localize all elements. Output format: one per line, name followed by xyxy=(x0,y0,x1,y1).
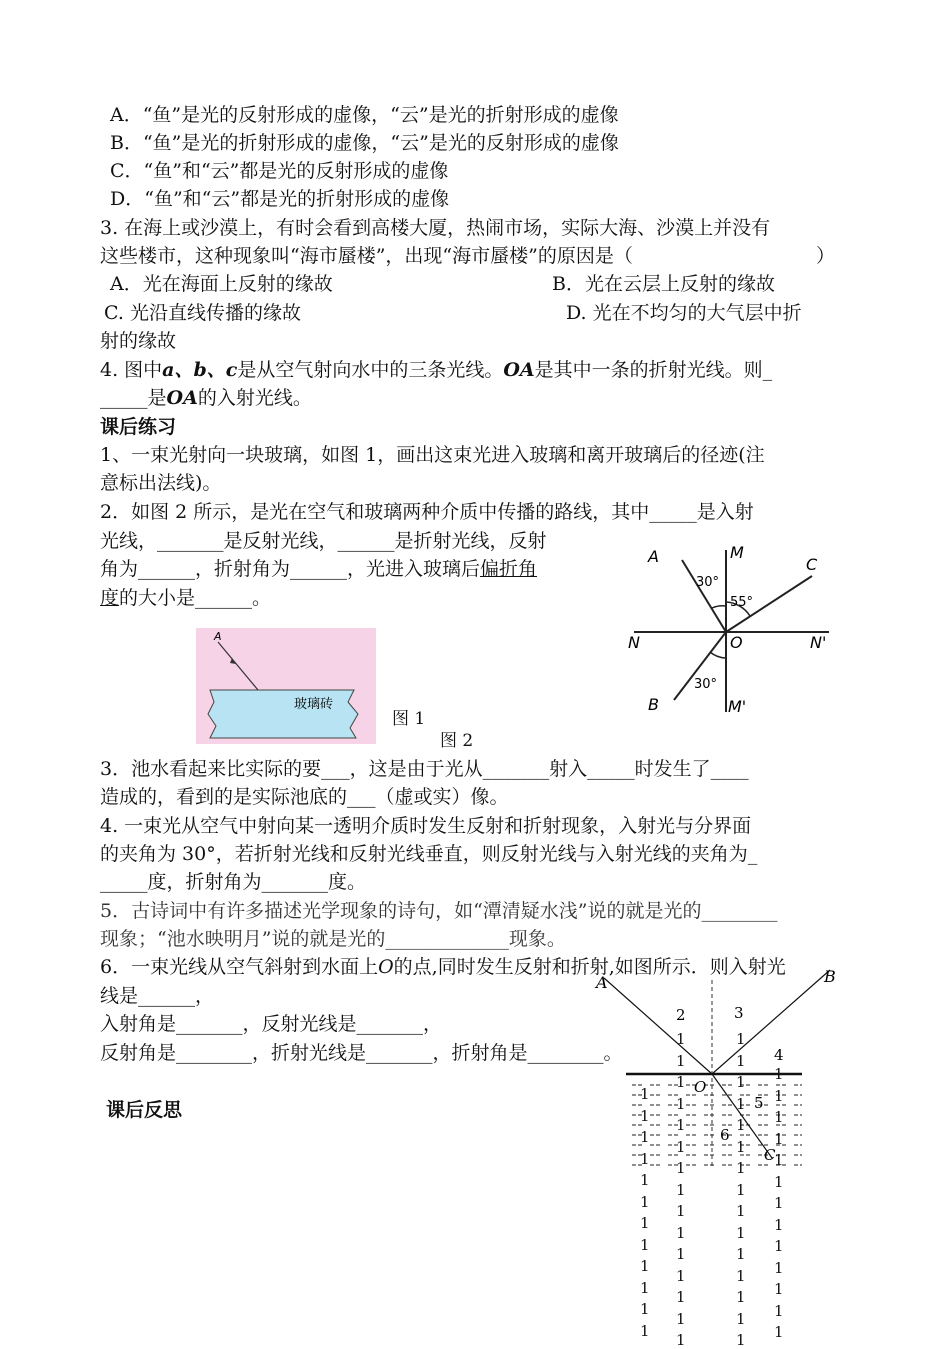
fig3-marker-one: 1 xyxy=(676,1138,686,1156)
fig3-marker-one: 1 xyxy=(640,1214,650,1232)
fig3-marker-one: 1 xyxy=(774,1151,784,1169)
p2-line4-underlined: 度 xyxy=(100,587,120,609)
p6-line2: 线是______， xyxy=(100,985,215,1007)
fig3-marker-one: 1 xyxy=(736,1310,746,1328)
p2-line4-text: 的大小是______。 xyxy=(119,587,272,609)
p5-line1: 5．古诗词中有许多描述光学现象的诗句，如“潭清疑水浅”说的就是光的________ xyxy=(100,900,778,922)
q4-line2-post: 的入射光线。 xyxy=(197,387,312,409)
p4-line1: 4. 一束光从空气中射向某一透明介质时发生反射和折射现象，入射光与分界面 xyxy=(100,815,752,837)
fig3-label-6: 6 xyxy=(720,1126,730,1144)
fig3-marker-one: 1 xyxy=(676,1052,686,1070)
fig1-label-a: A xyxy=(214,630,222,643)
fig2-label-m: M xyxy=(730,543,744,562)
fig3-marker-one: 1 xyxy=(676,1245,686,1263)
p6-line3: 入射角是_______，反射光线是_______， xyxy=(100,1013,443,1035)
p5-line2: 现象；“池水映明月”说的就是光的_____________现象。 xyxy=(100,928,566,950)
q3-paren-close: ） xyxy=(816,245,836,267)
fig3-marker-one: 1 xyxy=(736,1245,746,1263)
p6-line1-pre: 6．一束光线从空气斜射到水面上 xyxy=(100,956,379,978)
fig3-marker-one: 1 xyxy=(736,1138,746,1156)
fig3-label-5: 5 xyxy=(754,1094,764,1112)
fig3-marker-one: 1 xyxy=(640,1279,650,1297)
fig2-label-c: C xyxy=(806,555,818,574)
figure-1-glass-diagram xyxy=(196,628,376,744)
p6-line4: 反射角是________，折射光线是_______，折射角是________。 xyxy=(100,1042,623,1064)
p2-line3 xyxy=(100,555,537,583)
fig3-marker-one: 1 xyxy=(736,1288,746,1306)
fig3-marker-one: 1 xyxy=(774,1280,784,1298)
fig3-marker-one: 1 xyxy=(774,1194,784,1212)
fig3-label-2: 2 xyxy=(676,1006,686,1024)
p6-point-o: O xyxy=(378,956,394,978)
fig2-caption: 图 2 xyxy=(440,731,474,751)
fig3-marker-one: 1 xyxy=(640,1085,650,1103)
fig3-label-4: 4 xyxy=(774,1046,784,1064)
fig2-label-o: O xyxy=(730,633,743,652)
fig3-marker-one: 1 xyxy=(676,1095,686,1113)
q2-option-c: C．“鱼”和“云”都是光的反射形成的虚像 xyxy=(110,160,449,182)
fig3-ray-ao xyxy=(604,978,712,1074)
fig3-marker-one: 1 xyxy=(736,1267,746,1285)
q4-abc: a、b、c xyxy=(162,359,238,381)
p4-line2: 的夹角为 30°，若折射光线和反射光线垂直，则反射光线与入射光线的夹角为_ xyxy=(100,843,758,865)
q3-option-b: B．光在云层上反射的缘故 xyxy=(552,273,775,295)
q4-line2-pre: _____是 xyxy=(100,387,167,409)
fig2-angle-label-2: 55° xyxy=(730,595,754,610)
p2-line2: 光线，_______是反射光线，______是折射光线，反射 xyxy=(100,530,547,552)
section-practice-heading: 课后练习 xyxy=(100,416,177,438)
fig3-ray-ob xyxy=(712,970,830,1074)
q3-option-d-cont: 射的缘故 xyxy=(100,330,177,352)
p2-line3-underlined: 偏折角 xyxy=(480,558,538,580)
fig3-marker-one: 1 xyxy=(640,1193,650,1211)
q4-mid: 是从空气射向水中的三条光线。 xyxy=(237,359,504,381)
fig3-marker-one: 1 xyxy=(736,1116,746,1134)
fig3-marker-one: 1 xyxy=(676,1073,686,1091)
fig3-marker-one: 1 xyxy=(736,1030,746,1048)
fig3-label-3: 3 xyxy=(734,1004,744,1022)
p2-line3-text: 角为______，折射角为______，光进入玻璃后 xyxy=(100,558,481,580)
fig3-marker-one: 1 xyxy=(774,1087,784,1105)
fig3-marker-one: 1 xyxy=(736,1073,746,1091)
fig3-marker-one: 1 xyxy=(736,1331,746,1349)
fig2-angle-arc-1 xyxy=(712,606,726,608)
fig3-marker-one: 1 xyxy=(676,1202,686,1220)
fig3-marker-one: 1 xyxy=(676,1331,686,1349)
p1-line2: 意标出法线)。 xyxy=(100,472,222,494)
q4-oa: OA xyxy=(503,359,535,381)
p2-line1: 2．如图 2 所示，是光在空气和玻璃两种介质中传播的路线，其中_____是入射 xyxy=(100,501,754,523)
fig2-angle-label-3: 30° xyxy=(694,677,718,692)
figure-2-refraction-diagram xyxy=(624,536,844,716)
q3-option-d: D. 光在不均匀的大气层中折 xyxy=(566,302,802,324)
fig3-label-o: O xyxy=(694,1078,707,1096)
fig1-glass-block xyxy=(208,690,358,738)
fig2-label-b: B xyxy=(648,695,659,714)
fig3-label-a: A xyxy=(596,973,608,992)
fig3-marker-one: 1 xyxy=(736,1202,746,1220)
fig3-label-b: B xyxy=(824,967,836,986)
fig2-ray-ao xyxy=(682,560,726,632)
fig3-marker-one: 1 xyxy=(640,1236,650,1254)
fig2-label-n-prime: N' xyxy=(810,633,827,652)
fig3-marker-one: 1 xyxy=(774,1259,784,1277)
q4-pre: 4. 图中 xyxy=(100,359,163,381)
fig3-marker-one: 1 xyxy=(640,1300,650,1318)
p3-line2: 造成的，看到的是实际池底的___（虚或实）像。 xyxy=(100,786,509,808)
fig3-marker-one: 1 xyxy=(736,1224,746,1242)
q3-line2: 这些楼市，这种现象叫“海市蜃楼”，出现“海市蜃楼”的原因是（ xyxy=(100,245,633,267)
q3-option-c: C. 光沿直线传播的缘故 xyxy=(104,302,301,324)
fig3-marker-one: 1 xyxy=(676,1288,686,1306)
fig3-marker-one: 1 xyxy=(676,1181,686,1199)
q4-line1 xyxy=(100,356,772,384)
q2-option-a: A．“鱼”是光的反射形成的虚像，“云”是光的折射形成的虚像 xyxy=(110,104,619,126)
q2-option-b: B．“鱼”是光的折射形成的虚像，“云”是光的反射形成的虚像 xyxy=(110,132,619,154)
section-reflection-heading: 课后反思 xyxy=(106,1099,183,1121)
fig3-marker-one: 1 xyxy=(676,1310,686,1328)
fig3-marker-one: 1 xyxy=(676,1224,686,1242)
fig3-marker-one: 1 xyxy=(640,1322,650,1340)
fig3-marker-one: 1 xyxy=(774,1323,784,1341)
fig3-marker-one: 1 xyxy=(774,1173,784,1191)
p4-line3: _____度，折射角为_______度。 xyxy=(100,871,367,893)
q4-oa-2: OA xyxy=(166,387,198,409)
q4-line2 xyxy=(100,384,312,412)
fig2-label-a: A xyxy=(648,547,659,566)
fig3-marker-one: 1 xyxy=(774,1237,784,1255)
fig2-label-n: N xyxy=(628,633,640,652)
fig2-label-m-prime: M' xyxy=(728,697,747,716)
fig3-marker-one: 1 xyxy=(640,1150,650,1168)
fig3-marker-one: 1 xyxy=(676,1159,686,1177)
fig2-angle-arc-3 xyxy=(710,652,726,658)
fig3-marker-one: 1 xyxy=(774,1108,784,1126)
p6-line1-post: 的点,同时发生反射和折射,如图所示．则入射光 xyxy=(393,956,786,978)
fig1-caption: 图 1 xyxy=(392,709,426,729)
q3-line1: 3. 在海上或沙漠上，有时会看到高楼大厦，热闹市场，实际大海、沙漠上并没有 xyxy=(100,217,771,239)
p3-line1: 3．池水看起来比实际的要___，这是由于光从_______射入_____时发生了____ xyxy=(100,758,749,780)
q3-option-a: A．光在海面上反射的缘故 xyxy=(110,273,333,295)
fig3-marker-one: 1 xyxy=(640,1128,650,1146)
fig3-marker-one: 1 xyxy=(774,1302,784,1320)
fig3-marker-one: 1 xyxy=(774,1130,784,1148)
p1-line1: 1、一束光射向一块玻璃，如图 1，画出这束光进入玻璃和离开玻璃后的径迹(注 xyxy=(100,444,765,466)
fig3-marker-one: 1 xyxy=(736,1095,746,1113)
q4-post: 是其中一条的折射光线。则_ xyxy=(534,359,773,381)
fig3-marker-one: 1 xyxy=(736,1181,746,1199)
fig3-marker-one: 1 xyxy=(736,1159,746,1177)
fig3-marker-one: 1 xyxy=(640,1257,650,1275)
fig3-label-c: C xyxy=(764,1146,776,1164)
fig3-marker-one: 1 xyxy=(640,1171,650,1189)
fig2-angle-label-1: 30° xyxy=(696,575,720,590)
fig3-marker-one: 1 xyxy=(774,1065,784,1083)
q2-option-d: D．“鱼”和“云”都是光的折射形成的虚像 xyxy=(110,188,450,210)
fig3-marker-one: 1 xyxy=(676,1267,686,1285)
fig3-marker-one: 1 xyxy=(774,1216,784,1234)
fig1-glass-label: 玻璃砖 xyxy=(294,697,334,712)
fig3-marker-one: 1 xyxy=(736,1052,746,1070)
fig3-marker-one: 1 xyxy=(676,1030,686,1048)
fig3-marker-one: 1 xyxy=(640,1107,650,1125)
fig3-marker-one: 1 xyxy=(676,1116,686,1134)
p2-line4 xyxy=(100,584,271,612)
